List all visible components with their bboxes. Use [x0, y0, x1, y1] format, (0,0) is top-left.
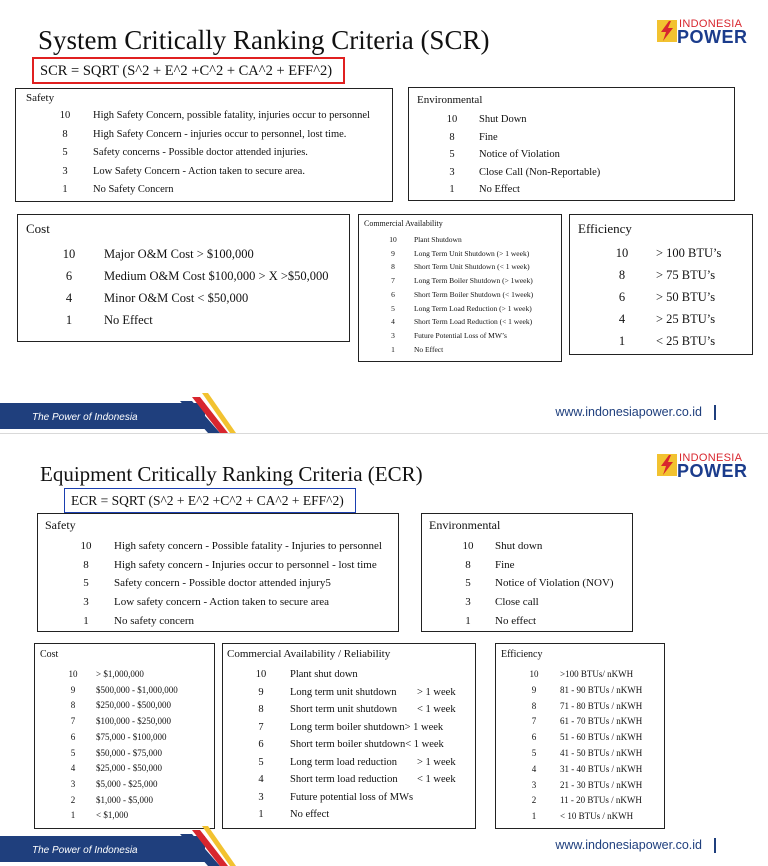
ecr-slide: [0, 433, 768, 866]
ecr-commercial-score: 5: [258, 756, 264, 768]
ecr-commercial-description: Long term boiler shutdown> 1 week: [290, 721, 444, 733]
ecr-efficiency-description: 71 - 80 BTUs / nKWH: [560, 700, 643, 711]
scr-safety-box: [15, 88, 393, 202]
scr-commercial-description: Long Term Unit Shutdown (> 1 week): [414, 248, 530, 258]
ecr-safety-description: High safety concern - Possible fatality - Injuries to personnel: [114, 540, 382, 552]
ecr-efficiency-description: 31 - 40 BTUs / nKWH: [560, 763, 643, 774]
ecr-commercial-score: 9: [258, 686, 264, 698]
ecr-commercial-score: 4: [258, 774, 264, 785]
scr-safety-label: Safety: [26, 92, 55, 104]
ecr-environmental-score: 8: [465, 558, 471, 571]
logo-text-bottom: POWER: [677, 461, 748, 481]
ecr-safety-score: 1: [83, 614, 89, 627]
ecr-environmental-label: Environmental: [429, 518, 501, 532]
scr-efficiency-description: > 100 BTU’s: [656, 246, 722, 260]
ecr-safety-score: 8: [83, 558, 89, 571]
scr-commercial-description: Long Term Boiler Shutdown (> 1week): [414, 276, 533, 286]
ecr-environmental-score: 10: [462, 540, 474, 552]
ecr-safety-box: [37, 513, 399, 632]
logo-text-top: INDONESIA: [679, 452, 743, 464]
scr-efficiency-score: 10: [615, 246, 629, 260]
ecr-environmental-description: Fine: [495, 558, 515, 571]
scr-commercial-score: 7: [391, 276, 395, 286]
ecr-commercial-description: Plant shut down: [290, 669, 358, 680]
scr-environmental-description: Shut Down: [479, 114, 527, 125]
scr-cost-score: 10: [62, 247, 76, 261]
scr-title: System Critically Ranking Criteria (SCR): [38, 25, 490, 55]
scr-environmental-description: Notice of Violation: [479, 149, 560, 160]
scr-safety-score: 5: [62, 147, 68, 158]
ecr-efficiency-description: < 10 BTUs / nKWH: [560, 811, 634, 822]
ecr-efficiency-description: 41 - 50 BTUs / nKWH: [560, 748, 643, 758]
logo-text-top: INDONESIA: [679, 18, 743, 30]
scr-formula: SCR = SQRT (S^2 + E^2 +C^2 + CA^2 + EFF^2): [32, 57, 345, 84]
scr-efficiency-score: 6: [618, 290, 626, 304]
scr-cost-box: [17, 214, 350, 342]
ecr-environmental-description: Notice of Violation (NOV): [495, 577, 614, 590]
ecr-environmental-score: 5: [465, 577, 471, 590]
scr-commercial-description: No Effect: [414, 344, 444, 354]
lightning-logo-icon: [657, 20, 677, 42]
ecr-cost-description: < $1,000: [96, 810, 129, 821]
ecr-safety-label: Safety: [45, 518, 76, 532]
ecr-commercial-duration: > 1 week: [417, 686, 456, 698]
ecr-cost-score: 9: [70, 684, 76, 695]
ecr-environmental-score: 3: [465, 596, 471, 609]
scr-cost-description: No Effect: [104, 313, 153, 327]
ecr-commercial-description: Short term load reduction: [290, 774, 398, 785]
footer-divider: [714, 838, 716, 853]
ecr-commercial-description: Future potential loss of MWs: [290, 791, 414, 803]
ecr-commercial-description: No effect: [290, 809, 330, 820]
ecr-cost-description: > $1,000,000: [96, 669, 144, 679]
scr-efficiency-label: Efficiency: [578, 221, 632, 236]
ecr-title: Equipment Critically Ranking Criteria (ECR): [40, 462, 423, 486]
scr-safety-description: Safety concerns - Possible doctor attended injuries.: [93, 147, 308, 158]
ecr-efficiency-score: 8: [531, 700, 537, 711]
footer-stripes-icon: [180, 826, 240, 866]
scr-environmental-label: Environmental: [417, 94, 483, 106]
ecr-efficiency-description: 21 - 30 BTUs / nKWH: [560, 779, 643, 790]
ecr-commercial-score: 3: [258, 791, 264, 803]
footer-url-link[interactable]: www.indonesiapower.co.id: [555, 405, 702, 419]
ecr-efficiency-description: 11 - 20 BTUs / nKWH: [560, 795, 642, 806]
scr-cost-description: Major O&M Cost > $100,000: [104, 247, 254, 261]
ecr-cost-description: $25,000 - $50,000: [96, 763, 162, 774]
footer-tagline: The Power of Indonesia: [32, 412, 138, 423]
scr-environmental-score: 8: [449, 131, 455, 143]
lightning-logo-icon: [657, 454, 677, 476]
ecr-safety-description: Safety concern - Possible doctor attended injury5: [114, 577, 331, 590]
ecr-safety-score: 5: [83, 577, 89, 590]
ecr-efficiency-score: 6: [531, 732, 537, 743]
ecr-efficiency-description: 51 - 60 BTUs / nKWH: [560, 732, 643, 743]
scr-commercial-label: Commercial Availability: [364, 219, 443, 228]
ecr-efficiency-score: 2: [531, 795, 537, 806]
ecr-commercial-description: Short term unit shutdown: [290, 704, 398, 715]
scr-commercial-description: Plant Shutdown: [414, 235, 462, 244]
scr-environmental-score: 10: [446, 114, 458, 125]
ecr-commercial-duration: < 1 week: [417, 704, 456, 715]
ecr-cost-score: 10: [68, 669, 78, 679]
scr-commercial-description: Future Potential Loss of MW’s: [414, 330, 507, 340]
ecr-cost-description: $1,000 - $5,000: [96, 794, 153, 805]
scr-efficiency-score: 4: [618, 312, 626, 326]
footer-tagline: The Power of Indonesia: [32, 845, 138, 856]
ecr-commercial-score: 10: [255, 669, 267, 680]
ecr-footer: [0, 826, 768, 866]
scr-cost-score: 4: [65, 291, 73, 305]
ecr-commercial-score: 6: [258, 739, 264, 750]
ecr-cost-score: 3: [70, 778, 76, 789]
ecr-safety-description: Low safety concern - Action taken to secure area: [114, 596, 330, 609]
scr-environmental-description: No Effect: [479, 184, 520, 195]
ecr-formula: ECR = SQRT (S^2 + E^2 +C^2 + CA^2 + EFF^2): [64, 488, 356, 513]
ecr-safety-score: 3: [83, 596, 89, 609]
ecr-cost-score: 8: [70, 700, 76, 711]
indonesia-power-logo: [657, 18, 752, 48]
ecr-commercial-score: 7: [258, 721, 264, 733]
ecr-commercial-score: 8: [258, 704, 264, 715]
scr-efficiency-description: > 50 BTU’s: [656, 290, 716, 304]
scr-efficiency-box: [569, 214, 753, 355]
ecr-efficiency-score: 3: [531, 779, 537, 790]
ecr-environmental-description: No effect: [495, 614, 537, 627]
scr-commercial-score: 1: [391, 344, 395, 354]
ecr-commercial-box: [222, 643, 476, 829]
scr-commercial-score: 6: [391, 289, 395, 299]
ecr-efficiency-score: 5: [531, 748, 537, 758]
ecr-cost-description: $250,000 - $500,000: [96, 700, 171, 711]
scr-efficiency-description: < 25 BTU’s: [656, 334, 716, 348]
ecr-cost-description: $5,000 - $25,000: [96, 778, 158, 789]
scr-safety-description: High Safety Concern, possible fatality, injuries occur to personnel: [93, 110, 370, 121]
scr-safety-score: 1: [62, 184, 68, 195]
scr-cost-description: Minor O&M Cost < $50,000: [104, 291, 249, 305]
scr-environmental-score: 3: [449, 166, 455, 178]
scr-environmental-description: Close Call (Non-Reportable): [479, 166, 601, 178]
scr-commercial-score: 10: [389, 235, 397, 244]
ecr-commercial-score: 1: [258, 809, 264, 820]
scr-cost-score: 6: [65, 269, 73, 283]
indonesia-power-logo: [657, 452, 752, 482]
scr-environmental-score: 5: [449, 149, 455, 160]
scr-cost-description: Medium O&M Cost $100,000 > X >$50,000: [104, 269, 329, 283]
ecr-commercial-description: Long term load reduction: [290, 756, 398, 768]
ecr-commercial-duration: < 1 week: [417, 774, 456, 785]
ecr-cost-score: 5: [70, 747, 76, 758]
ecr-safety-description: High safety concern - Injuries occur to personnel - lost time: [114, 558, 377, 571]
scr-safety-description: High Safety Concern - injuries occur to personnel, lost time.: [93, 128, 347, 140]
scr-efficiency-score: 8: [618, 268, 626, 282]
ecr-cost-score: 4: [70, 763, 76, 774]
ecr-commercial-description: Short term boiler shutdown< 1 week: [290, 739, 444, 750]
ecr-efficiency-score: 9: [531, 684, 537, 695]
ecr-efficiency-description: 61 - 70 BTUs / nKWH: [560, 716, 643, 727]
ecr-commercial-duration: > 1 week: [417, 756, 456, 768]
scr-commercial-description: Short Term Boiler Shutdown (< 1week): [414, 289, 534, 299]
ecr-safety-description: No safety concern: [114, 614, 195, 627]
scr-environmental-description: Fine: [479, 131, 498, 143]
ecr-environmental-box: [421, 513, 633, 632]
scr-safety-score: 10: [59, 110, 71, 121]
scr-cost-score: 1: [65, 313, 73, 327]
footer-stripes-icon: [180, 393, 240, 433]
ecr-efficiency-score: 4: [531, 763, 537, 774]
ecr-cost-score: 7: [70, 716, 76, 727]
ecr-safety-score: 10: [80, 540, 92, 552]
ecr-efficiency-score: 1: [531, 811, 537, 822]
scr-safety-score: 3: [62, 165, 68, 177]
scr-commercial-score: 3: [391, 330, 395, 340]
ecr-efficiency-label: Efficiency: [501, 649, 543, 660]
scr-commercial-description: Long Term Load Reduction (> 1 week): [414, 303, 532, 313]
scr-cost-label: Cost: [26, 221, 50, 236]
ecr-cost-description: $500,000 - $1,000,000: [96, 684, 178, 695]
ecr-environmental-description: Close call: [495, 596, 539, 609]
ecr-cost-score: 2: [70, 794, 76, 805]
ecr-cost-description: $100,000 - $250,000: [96, 716, 171, 727]
footer-url-link[interactable]: www.indonesiapower.co.id: [555, 838, 702, 852]
ecr-cost-score: 6: [70, 731, 76, 742]
scr-commercial-box: [358, 214, 562, 362]
scr-footer: [0, 393, 768, 433]
ecr-commercial-description: Long term unit shutdown: [290, 686, 397, 698]
ecr-cost-box: [34, 643, 215, 829]
ecr-cost-score: 1: [70, 810, 76, 821]
footer-divider: [714, 405, 716, 420]
scr-environmental-score: 1: [449, 184, 455, 195]
ecr-cost-description: $50,000 - $75,000: [96, 747, 162, 758]
ecr-efficiency-description: 81 - 90 BTUs / nKWH: [560, 684, 643, 695]
scr-efficiency-score: 1: [618, 334, 626, 348]
scr-environmental-box: [408, 87, 735, 201]
logo-text-bottom: POWER: [677, 27, 748, 47]
scr-efficiency-description: > 25 BTU’s: [656, 312, 716, 326]
ecr-efficiency-description: >100 BTUs/ nKWH: [560, 669, 634, 679]
scr-commercial-score: 5: [391, 303, 395, 313]
ecr-cost-description: $75,000 - $100,000: [96, 731, 167, 742]
ecr-commercial-label: Commercial Availability / Reliability: [227, 648, 391, 660]
ecr-efficiency-score: 7: [531, 716, 537, 727]
scr-safety-score: 8: [62, 128, 68, 140]
scr-commercial-description: Short Term Load Reduction (< 1 week): [414, 317, 533, 327]
scr-commercial-score: 9: [391, 248, 395, 258]
ecr-environmental-description: Shut down: [495, 540, 543, 552]
scr-commercial-score: 4: [391, 317, 395, 327]
scr-safety-description: Low Safety Concern - Action taken to secure area.: [93, 165, 305, 177]
scr-safety-description: No Safety Concern: [93, 184, 174, 195]
ecr-efficiency-box: [495, 643, 665, 829]
ecr-efficiency-score: 10: [529, 669, 539, 679]
scr-commercial-description: Short Term Unit Shutdown (< 1 week): [414, 262, 530, 272]
ecr-cost-label: Cost: [40, 649, 59, 660]
scr-efficiency-description: > 75 BTU’s: [656, 268, 716, 282]
ecr-environmental-score: 1: [465, 614, 471, 627]
scr-commercial-score: 8: [391, 262, 395, 272]
